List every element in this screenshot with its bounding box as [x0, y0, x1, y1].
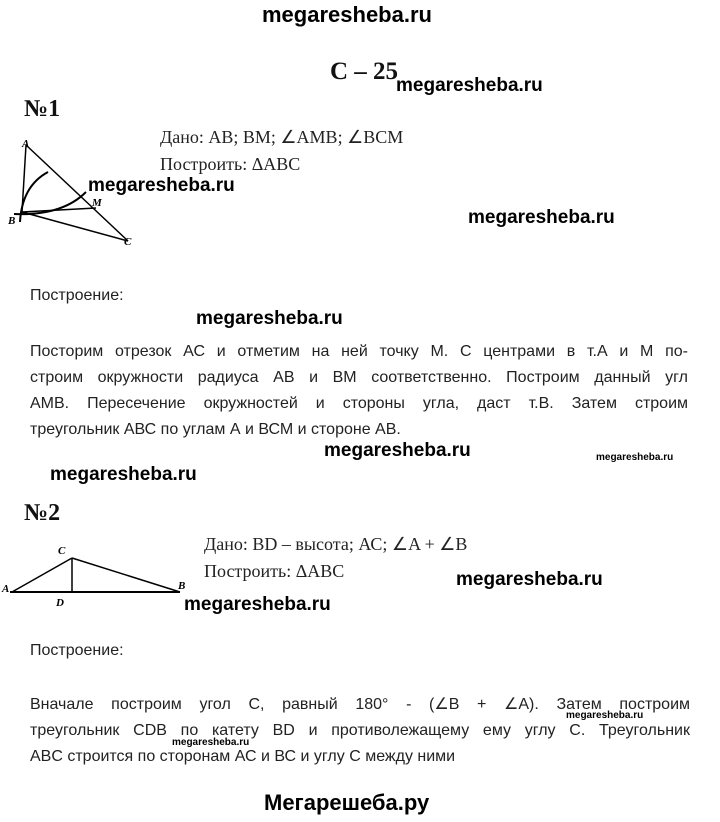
page-title: С – 25 — [330, 58, 399, 85]
watermark: megaresheba.ru — [50, 464, 197, 485]
label-m: M — [92, 197, 102, 209]
construction-line: ABC строится по сторонам АС и ВС и углу С между ними — [30, 748, 456, 765]
construction-line: Вначале построим угол С, равный 180° - (∠B + ∠A). Затем построим — [30, 696, 690, 713]
watermark: megaresheba.ru — [596, 452, 674, 463]
watermark: megaresheba.ru — [324, 440, 471, 461]
segment-cb — [72, 558, 180, 592]
construction-line: треугольник АВС по углам А и ВСМ и стороне АВ. — [30, 421, 401, 438]
watermark: megaresheba.ru — [456, 569, 603, 590]
watermark: megaresheba.ru — [172, 737, 250, 748]
watermark-bottom: Мегарешеба.ру — [264, 790, 430, 815]
watermark: megaresheba.ru — [88, 175, 235, 196]
problem-2-construction-heading: Построение: — [30, 642, 124, 659]
problem-1-number: №1 — [24, 96, 61, 122]
segment-ac — [12, 558, 72, 592]
arc-m — [14, 192, 86, 214]
watermark-top: megaresheba.ru — [262, 2, 432, 27]
label-b: B — [178, 580, 186, 592]
watermark: megaresheba.ru — [468, 207, 615, 228]
problem-1-construction-heading: Построение: — [30, 287, 124, 304]
label-a: A — [2, 583, 10, 595]
problem-2-number: №2 — [24, 500, 61, 526]
label-a: A — [22, 138, 30, 150]
watermark: megaresheba.ru — [396, 75, 543, 96]
problem-2-figure — [0, 538, 200, 610]
watermark: megaresheba.ru — [196, 308, 343, 329]
problem-1-given: Дано: АВ; ВМ; ∠АМВ; ∠ВСМ — [160, 127, 404, 147]
label-c: C — [58, 545, 66, 557]
label-c: C — [124, 236, 132, 248]
construction-line: строим окружности радиуса АВ и ВМ соответственно. Построим данный угл — [30, 369, 688, 386]
construction-line: треугольник CDB по катету BD и противолежащему ему углу С. Треугольник — [30, 722, 690, 739]
problem-2-construction-text — [30, 692, 690, 770]
problem-2-given: Дано: BD – высота; АС; ∠A + ∠B — [204, 534, 468, 554]
watermark: megaresheba.ru — [566, 710, 644, 721]
problem-2-construct: Построить: ΔАВС — [204, 561, 345, 581]
label-b: B — [8, 215, 16, 227]
construction-line: АМВ. Пересечение окружностей и стороны угла, даст т.В. Затем строим — [30, 395, 688, 412]
construction-line: Посторим отрезок АС и отметим на ней точку М. С центрами в т.А и М по- — [30, 343, 688, 360]
label-d: D — [56, 597, 64, 609]
problem-1-construction-text — [30, 339, 688, 443]
watermark: megaresheba.ru — [184, 594, 331, 615]
problem-1-construct: Построить: ΔАВС — [160, 154, 301, 174]
